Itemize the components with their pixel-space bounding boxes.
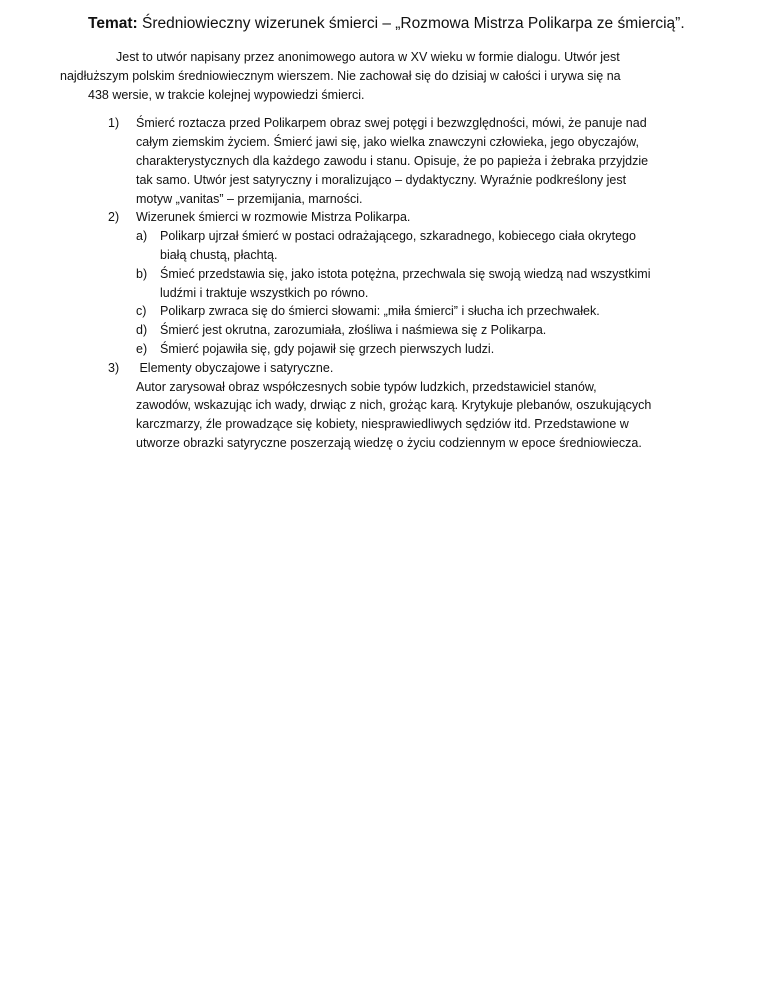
sub-item-line: ludźmi i traktuje wszystkich po równo. <box>160 285 369 300</box>
list-number: 1) <box>108 116 120 131</box>
list-item-heading: Wizerunek śmierci w rozmowie Mistrza Polikarpa. <box>136 210 411 225</box>
sub-item-line: Śmierć pojawiła się, gdy pojawił się grzech pierwszych ludzi. <box>160 341 495 356</box>
document-content <box>60 14 688 453</box>
intro-line: 438 wersie, w trakcie kolejnej wypowiedzi śmierci. <box>88 87 365 102</box>
sub-item-d <box>136 321 688 340</box>
title-label: Temat: <box>88 15 138 32</box>
sub-item-line: Polikarp ujrzał śmierć w postaci odrażającego, szkaradnego, kobiecego ciała okrytego <box>160 229 636 244</box>
sub-item-b <box>136 265 688 303</box>
list-item-line: zawodów, wskazując ich wady, drwiąc z nich, grożąc karą. Krytykuje plebanów, oszukujących <box>136 398 652 413</box>
list-number: 2) <box>108 210 120 225</box>
list-item-line: całym ziemskim życiem. Śmierć jawi się, jako wielka znawczyni człowieka, jego obyczajów, <box>136 135 639 150</box>
sub-item-a <box>136 227 688 265</box>
sub-item-c <box>136 302 688 321</box>
sub-item-line: białą chustą, płachtą. <box>160 247 278 262</box>
sub-letter: d) <box>136 323 148 338</box>
sub-letter: b) <box>136 266 148 281</box>
list-item-line: tak samo. Utwór jest satyryczny i moralizująco – dydaktyczny. Wyraźnie podkreślony jest <box>136 172 627 187</box>
sub-item-line: Śmierć jest okrutna, zarozumiała, złośliwa i naśmiewa się z Polikarpa. <box>160 323 547 338</box>
intro-paragraph <box>60 48 688 104</box>
list-item-line: karczmarzy, źle prowadzące się kobiety, niesprawiedliwych sędziów itd. Przedstawione w <box>136 417 629 432</box>
list-item-3 <box>88 359 688 453</box>
list-item-line: utworze obrazki satyryczne poszerzają wiedzę o życiu codziennym w epoce średniowiecza. <box>136 435 642 450</box>
sub-item-e <box>136 340 688 359</box>
sub-item-line: Śmieć przedstawia się, jako istota potężna, przechwala się swoją wiedzą nad wszystkimi <box>160 266 651 281</box>
page-title <box>88 14 688 34</box>
list-item-line: motyw „vanitas” – przemijania, marności. <box>136 191 363 206</box>
intro-line: Jest to utwór napisany przez anonimowego autora w XV wieku w formie dialogu. Utwór jest <box>116 50 620 64</box>
title-text: Średniowieczny wizerunek śmierci – „Rozmowa Mistrza Polikarpa ze śmiercią”. <box>141 15 685 32</box>
sub-list <box>136 227 688 359</box>
intro-line: najdłuższym polskim średniowiecznym wierszem. Nie zachował się do dzisiaj w całości i urywa się na <box>60 68 621 83</box>
main-list <box>88 114 688 452</box>
sub-letter: a) <box>136 229 148 244</box>
sub-letter: e) <box>136 341 148 356</box>
list-item-2 <box>88 208 688 358</box>
list-number: 3) <box>108 360 120 375</box>
list-item-heading: Elementy obyczajowe i satyryczne. <box>136 360 334 375</box>
sub-letter: c) <box>136 304 147 319</box>
sub-item-line: Polikarp zwraca się do śmierci słowami: „miła śmierci” i słucha ich przechwałek. <box>160 304 600 319</box>
list-item-line: Śmierć roztacza przed Polikarpem obraz swej potęgi i bezwzględności, mówi, że panuje nad <box>136 116 647 131</box>
list-item-1 <box>88 114 688 208</box>
list-item-line: Autor zarysował obraz współczesnych sobie typów ludzkich, przedstawiciel stanów, <box>136 379 597 394</box>
list-item-line: charakterystycznych dla każdego zawodu i stanu. Opisuje, że po papieża i żebraka przyjdzie <box>136 153 649 168</box>
